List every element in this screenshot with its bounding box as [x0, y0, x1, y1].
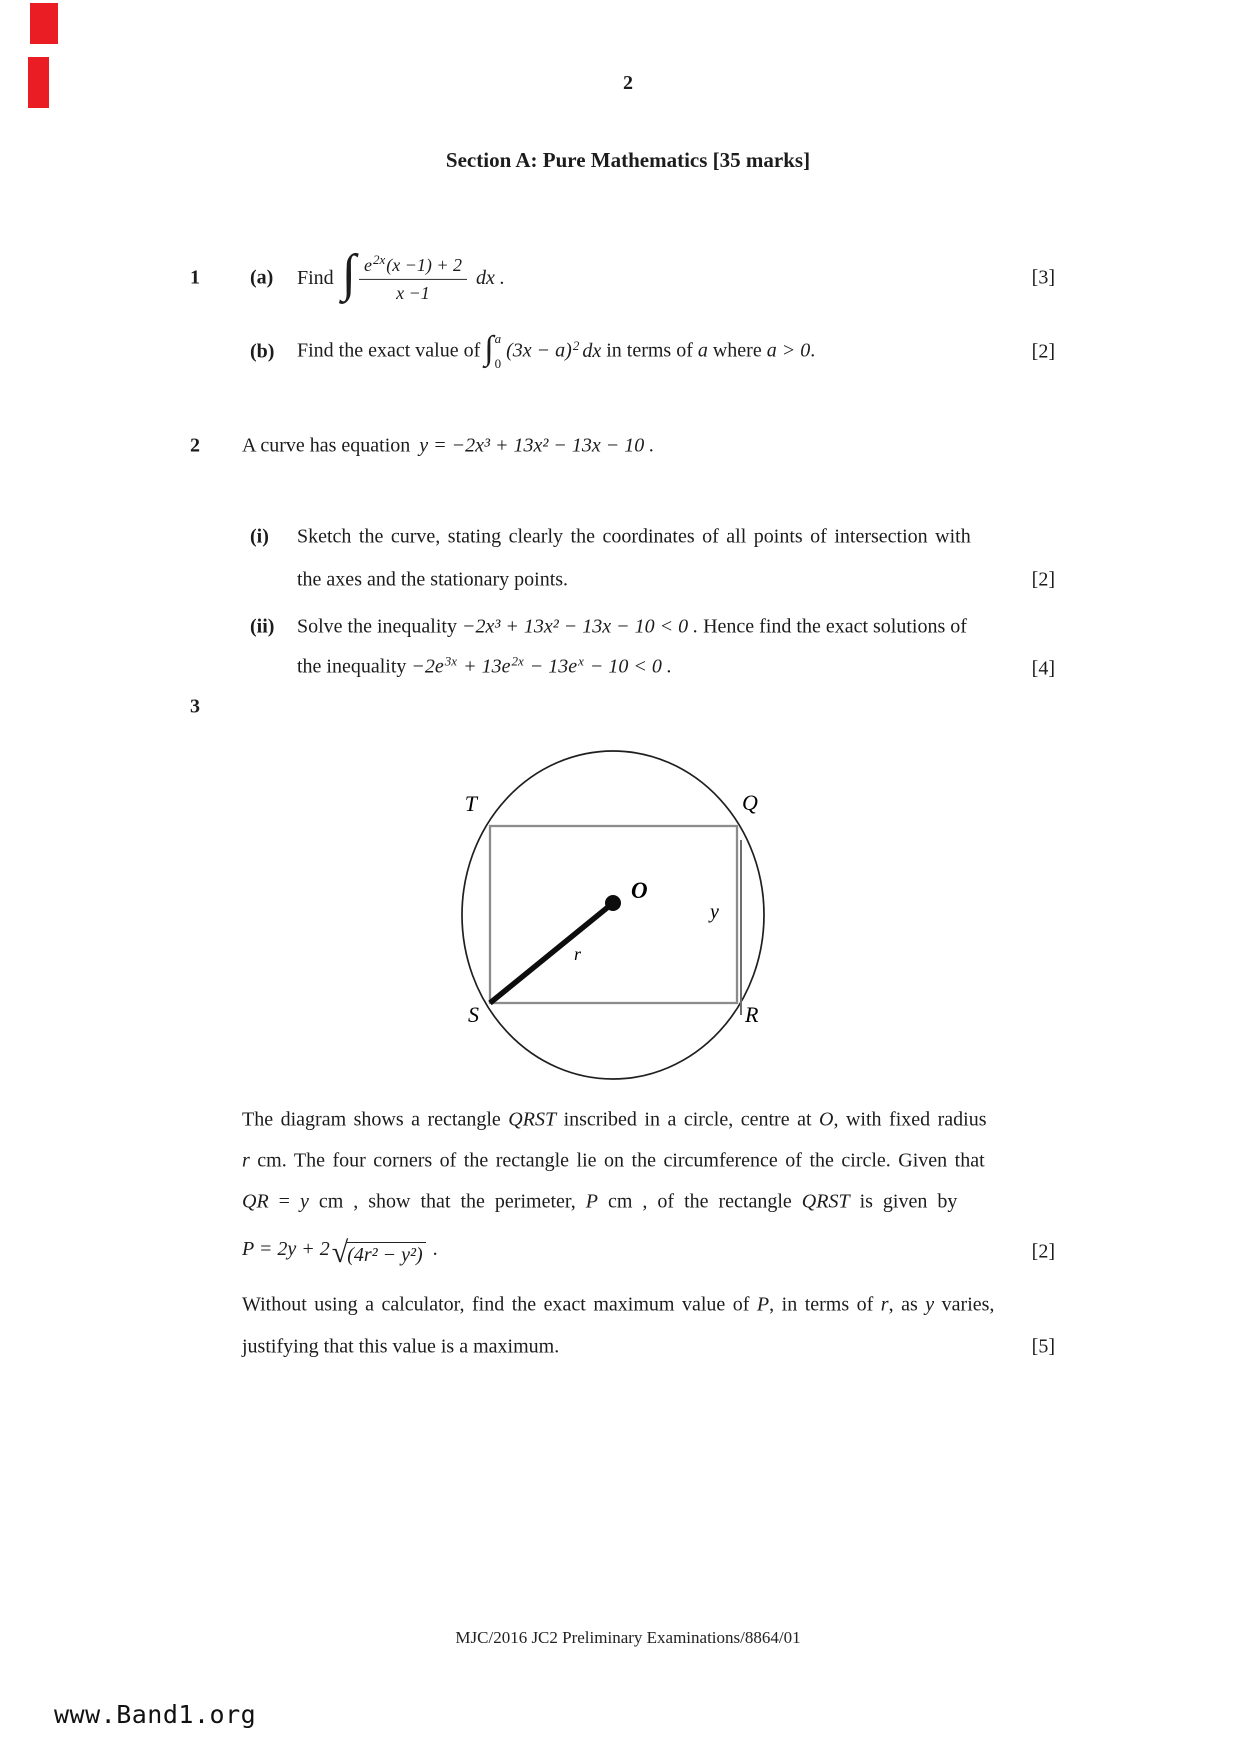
marks-1b: [2]: [1031, 340, 1055, 363]
fraction-numerator: $e^{2x}(x -1) + 2$: [359, 252, 467, 280]
question-2ii-text1: Solve the inequality −2x³ + 13x² − 13x − 10 < 0 . Hence find the exact solutions of: [297, 615, 967, 638]
marks-3-max: [5]: [1031, 1335, 1055, 1358]
label-T: T: [464, 791, 477, 816]
exponent: 3x: [444, 653, 458, 669]
question-2i-label: (i): [250, 525, 269, 548]
rectangle-qrst: [490, 826, 737, 1003]
label-S: S: [468, 1002, 479, 1027]
marks-2i: [2]: [1031, 568, 1055, 591]
radicand: (4r² − y²): [347, 1242, 425, 1266]
inequality-cubic: −2x³ + 13x² − 13x − 10 < 0 .: [461, 615, 699, 638]
question-2i-text1: Sketch the curve, stating clearly the coordinates of all points of intersection with: [297, 525, 971, 548]
square-root: [331, 1236, 426, 1269]
exponent: 2x: [372, 252, 386, 267]
question-2ii-line2: [0, 648, 1239, 684]
question-3-row: [0, 692, 1239, 722]
question-1a-text: [297, 244, 505, 304]
fraction: [359, 252, 467, 304]
q3-para-line4: Without using a calculator, find the exact maximum value of P, in terms of r, as y varies,: [242, 1293, 995, 1316]
exponent: 2: [572, 337, 580, 353]
integral-sign: ∫: [484, 330, 494, 368]
question-1a-label: (a): [250, 266, 274, 289]
question-2-intro: [0, 431, 1239, 461]
marks-2ii: [4]: [1031, 657, 1055, 680]
page-number: 2: [623, 72, 633, 94]
question-2ii-label: (ii): [250, 615, 275, 638]
site-watermark: www.Band1.org: [54, 1700, 257, 1729]
question-2-number: 2: [190, 434, 200, 457]
marks-3-show: [2]: [1031, 1240, 1055, 1263]
question-2ii-text2: the inequality $-2e^{3x} + 13e^{2x} - 13e^x - 10 < 0$ .: [297, 653, 672, 678]
inequality-exp: $-2e^{3x} + 13e^{2x} - 13e^x - 10 < 0$ .: [411, 653, 672, 678]
question-1b-text: Find the exact value of ∫ a 0 $(3x - a)^2$ dx in terms of a where a > 0.: [297, 330, 816, 371]
integrand: (3x − a): [506, 339, 572, 362]
integral-bounds: [495, 332, 502, 370]
qrst-circle-diagram: [440, 730, 800, 1100]
curve-equation: y = −2x³ + 13x² − 13x − 10 .: [419, 434, 655, 457]
question-3-number: 3: [190, 695, 200, 718]
radius-line: [490, 903, 613, 1003]
question-1a: [0, 240, 1239, 316]
label-O: O: [631, 878, 648, 903]
question-2i-line1: [0, 522, 1239, 552]
question-2i-text2: the axes and the stationary points.: [297, 568, 569, 591]
question-2ii-line1: [0, 612, 1239, 642]
label-R: R: [745, 1002, 759, 1027]
marks-1a: [3]: [1031, 266, 1055, 289]
q3-para-line5: justifying that this value is a maximum. [5]: [242, 1335, 1055, 1358]
dx-term: dx: [582, 339, 602, 362]
question-2-text: A curve has equation y = −2x³ + 13x² − 13x − 10 .: [242, 434, 655, 457]
exponent: x: [578, 653, 584, 669]
center-dot: [605, 895, 621, 911]
q3-para-line1: The diagram shows a rectangle QRST inscribed in a circle, centre at O, with fixed radius: [242, 1108, 987, 1131]
exponent: 2x: [511, 653, 524, 669]
q3-para-line2: r cm. The four corners of the rectangle lie on the circumference of the circle. Given that: [242, 1149, 985, 1172]
question-1-number: 1: [190, 266, 200, 289]
label-y: y: [710, 901, 719, 923]
q3-equation-line: [0, 1230, 1239, 1274]
dx-term: dx .: [476, 266, 505, 289]
section-title: Section A: Pure Mathematics [35 marks]: [445, 148, 811, 172]
integral-lower-bound: 0: [494, 356, 502, 371]
integral-sign: ∫: [341, 244, 356, 302]
perimeter-equation: P = 2y + 2 √ (4r² − y²) .: [242, 1236, 438, 1269]
question-1b: [0, 330, 1239, 374]
fraction-denominator: x −1: [396, 282, 430, 303]
radical-sign: √: [331, 1236, 349, 1269]
question-2i-line2: [0, 565, 1239, 595]
integral-upper-bound: a: [494, 331, 502, 346]
question-1b-label: (b): [250, 340, 275, 363]
footer-exam-reference: MJC/2016 JC2 Preliminary Examinations/8864/01: [455, 1628, 801, 1647]
red-watermark-bar-1: [30, 3, 58, 44]
red-watermark-bar-2: [28, 57, 49, 108]
label-Q: Q: [742, 790, 758, 815]
find-word: Find: [297, 266, 334, 289]
q3-para-line3: QR = y cm , show that the perimeter, P cm , of the rectangle QRST is given by: [242, 1190, 958, 1213]
label-r: r: [574, 944, 582, 964]
